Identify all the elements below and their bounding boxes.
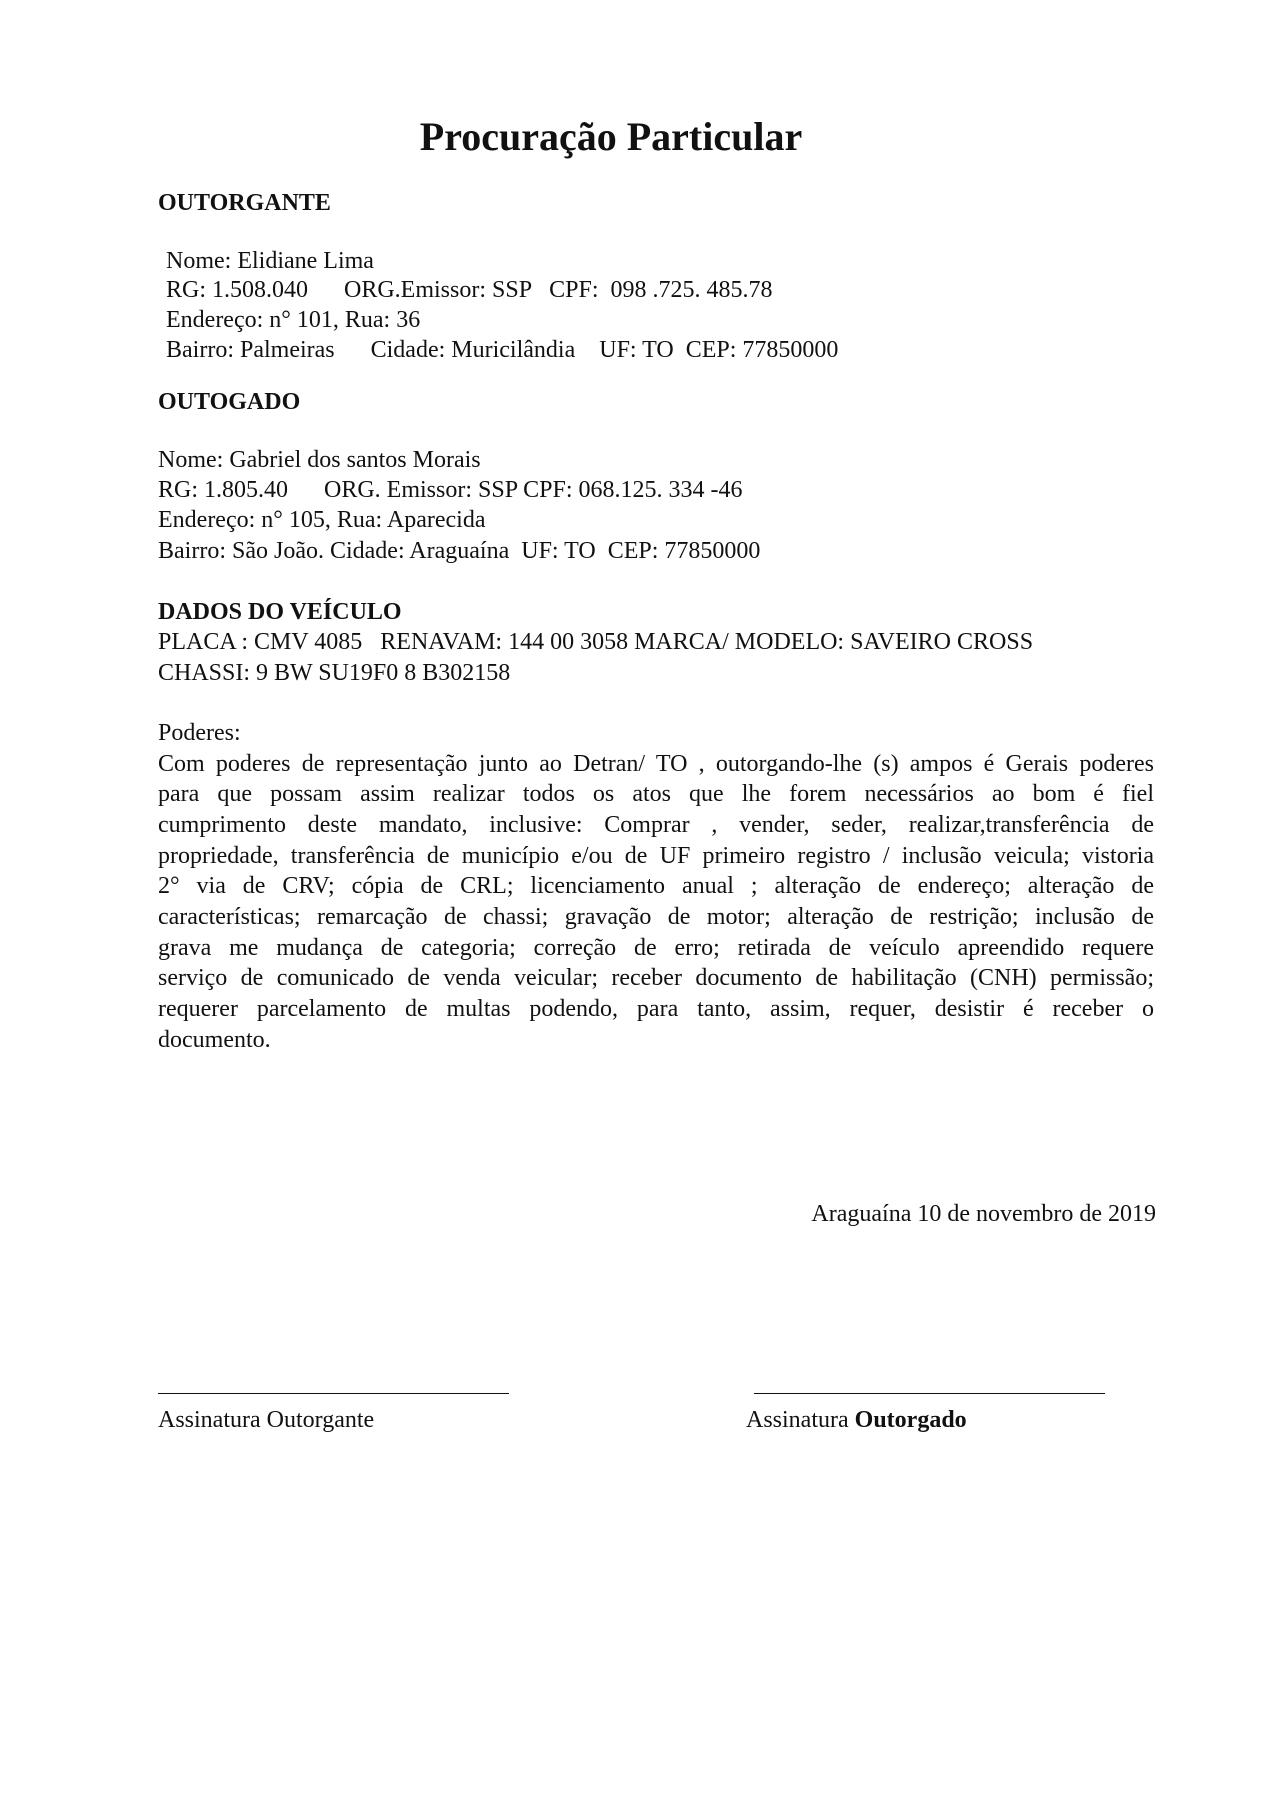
powers-label: Poderes:	[158, 720, 241, 746]
outorgado-signature-line	[754, 1393, 1105, 1394]
outorgado-locality: Bairro: São João. Cidade: Araguaína UF: TO CEP: 77850000	[158, 538, 761, 564]
outorgante-address: Endereço: n° 101, Rua: 36	[166, 307, 421, 333]
outorgante-signature-line	[158, 1393, 509, 1394]
outorgante-heading: OUTORGANTE	[158, 190, 331, 216]
outorgado-signature-prefix: Assinatura	[746, 1407, 855, 1433]
outorgado-name: Nome: Gabriel dos santos Morais	[158, 447, 481, 473]
outorgado-signature-bold: Outorgado	[854, 1407, 967, 1433]
outorgado-address: Endereço: n° 105, Rua: Aparecida	[158, 507, 486, 533]
outorgante-ids: RG: 1.508.040 ORG.Emissor: SSP CPF: 098 .725. 485.78	[166, 277, 773, 303]
document-title: Procuração Particular	[419, 114, 803, 159]
powers-line: características; remarcação de chassi; gravação de motor; alteração de restrição; inclusão de	[158, 904, 1154, 930]
powers-line: para que possam assim realizar todos os atos que lhe forem necessários ao bom é fiel	[158, 781, 1154, 807]
outorgante-signature-label: Assinatura Outorgante	[158, 1407, 375, 1433]
vehicle-plate-line: PLACA : CMV 4085 RENAVAM: 144 00 3058 MARCA/ MODELO: SAVEIRO CROSS	[158, 629, 1034, 655]
vehicle-chassis-line: CHASSI: 9 BW SU19F0 8 B302158	[158, 660, 511, 686]
powers-line: requerer parcelamento de multas podendo, para tanto, assim, requer, desistir é receber o	[158, 996, 1154, 1022]
powers-line: cumprimento deste mandato, inclusive: Comprar , vender, seder, realizar,transferência de	[158, 812, 1154, 838]
powers-line: propriedade, transferência de município e/ou de UF primeiro registro / inclusão veicula; vistoria	[158, 843, 1154, 869]
outorgado-heading: OUTOGADO	[158, 389, 301, 415]
outorgante-name: Nome: Elidiane Lima	[166, 248, 374, 274]
vehicle-heading: DADOS DO VEÍCULO	[158, 599, 402, 625]
powers-line: grava me mudança de categoria; correção de erro; retirada de veículo apreendido requere	[158, 935, 1154, 961]
document-date: Araguaína 10 de novembro de 2019	[811, 1201, 1156, 1227]
powers-line: serviço de comunicado de venda veicular; receber documento de habilitação (CNH) permissão;	[158, 965, 1154, 991]
powers-line: documento.	[158, 1027, 271, 1053]
powers-line: 2° via de CRV; cópia de CRL; licenciamento anual ; alteração de endereço; alteração de	[158, 873, 1154, 899]
outorgante-locality: Bairro: Palmeiras Cidade: Muricilândia UF: TO CEP: 77850000	[166, 337, 839, 363]
outorgado-signature-label	[746, 1405, 967, 1435]
outorgado-ids: RG: 1.805.40 ORG. Emissor: SSP CPF: 068.125. 334 -46	[158, 477, 743, 503]
powers-line: Com poderes de representação junto ao Detran/ TO , outorgando-lhe (s) ampos é Gerais poderes	[158, 751, 1154, 777]
